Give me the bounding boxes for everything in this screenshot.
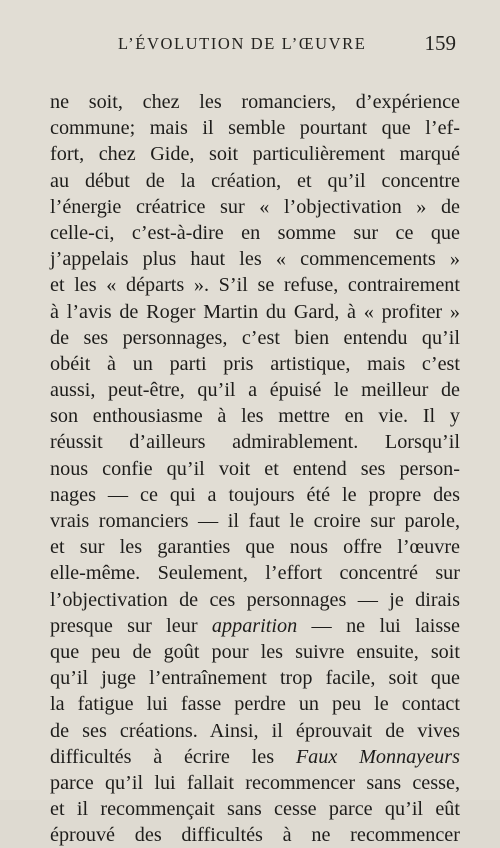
text-line-with-italic	[50, 613, 460, 639]
text-line: réussit d’ailleurs admirablement. Lorsqu’il	[50, 431, 460, 454]
text-line: nages — ce qui a toujours été le propre des	[50, 483, 460, 506]
text-line: que peu de goût pour les suivre ensuite, soit	[50, 640, 460, 663]
text-line: la fatigue lui fasse perdre un peu le contact	[50, 693, 460, 716]
text-line: qu’il juge l’entraînement trop facile, soit que	[50, 667, 460, 690]
text-line: de ses créations. Ainsi, il éprouvait de vives	[50, 719, 460, 742]
text-line: de ses personnages, c’est bien entendu qu’il	[50, 326, 460, 349]
italic-term-apparition: apparition	[211, 614, 298, 637]
text-line: nous confie qu’il voit et entend ses person-	[50, 457, 460, 480]
text-run: — ne lui laisse	[297, 614, 461, 637]
text-line: à l’avis de Roger Martin du Gard, à « profiter »	[50, 300, 460, 323]
text-line: j’appelais plus haut les « commencements »	[50, 248, 460, 271]
text-line: commune; mais il semble pourtant que l’ef-	[50, 117, 460, 140]
text-run: presque sur leur	[50, 614, 212, 637]
text-line: et les « départs ». S’il se refuse, contrairement	[50, 274, 460, 297]
text-line: éprouvé des difficultés à ne recommencer	[50, 824, 460, 847]
text-line: celle-ci, c’est-à-dire en somme sur ce que	[50, 221, 460, 244]
body-text	[50, 89, 460, 848]
text-line: et il recommençait sans cesse parce qu’il eût	[50, 798, 460, 821]
running-head: L’ÉVOLUTION DE L’ŒUVRE	[118, 34, 367, 53]
text-line: l’énergie créatrice sur « l’objectivation » de	[50, 195, 460, 218]
text-line: au début de la création, et qu’il concentre	[50, 169, 460, 192]
page-number: 159	[424, 31, 456, 55]
text-line: vrais romanciers — il faut le croire sur parole,	[50, 510, 460, 532]
text-line: elle-même. Seulement, l’effort concentré sur	[50, 562, 460, 585]
text-line: parce qu’il lui fallait recommencer sans cesse,	[50, 771, 460, 794]
text-line: son enthousiasme à les mettre en vie. Il y	[50, 405, 460, 428]
italic-title-faux-monnayeurs: Faux Monnayeurs	[295, 745, 460, 768]
text-line: l’objectivation de ces personnages — je dirais	[50, 588, 460, 611]
text-line: et sur les garanties que nous offre l’œuvre	[50, 536, 460, 559]
text-line: fort, chez Gide, soit particulièrement marqué	[50, 143, 460, 166]
text-line-with-italic	[50, 744, 460, 770]
text-line: aussi, peut-être, qu’il a épuisé le meilleur de	[50, 379, 460, 402]
text-line: obéit à un parti pris artistique, mais c’est	[50, 352, 460, 375]
text-line: ne soit, chez les romanciers, d’expérience	[50, 91, 460, 113]
text-run: difficultés à écrire les	[50, 745, 296, 768]
